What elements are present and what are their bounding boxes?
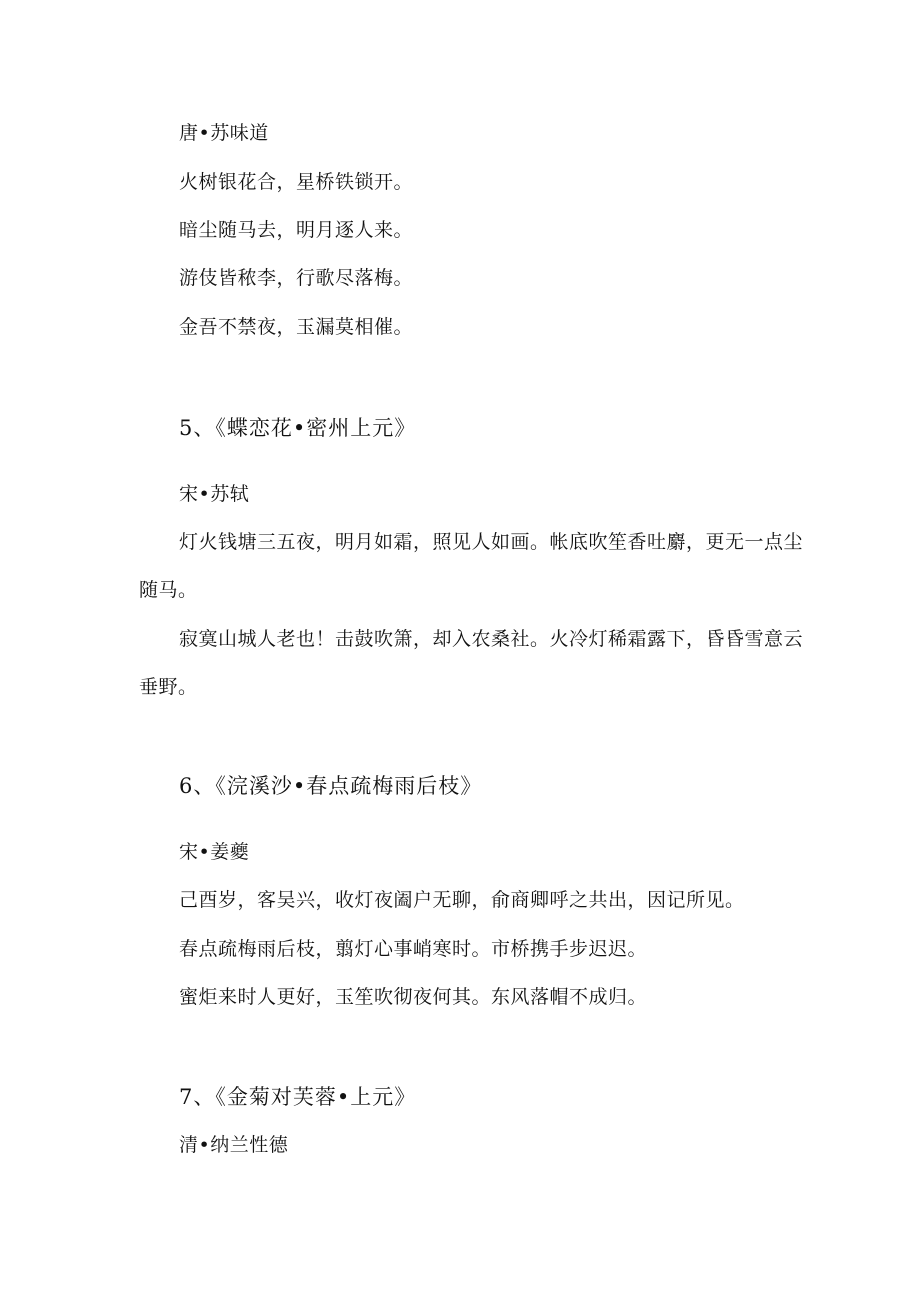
poem6-author: 宋•姜夔: [179, 841, 250, 863]
poem6-line-2: 蜜炬来时人更好，玉笙吹彻夜何其。东风落帽不成归。: [179, 986, 648, 1008]
poem4-line-4: 金吾不禁夜，玉漏莫相催。: [179, 316, 414, 338]
poem5-paragraph-2-line-1: 寂寞山城人老也！击鼓吹箫，却入农桑社。火冷灯稀霜露下，昏昏雪意云: [179, 628, 804, 650]
poem5-paragraph-2-line-2: 垂野。: [139, 676, 198, 698]
poem5-title: 5、《蝶恋花•密州上元》: [179, 416, 417, 440]
poem7-author: 清•纳兰性德: [179, 1134, 289, 1156]
poem4-author: 唐•苏味道: [179, 122, 269, 144]
poem6-title: 6、《浣溪沙•春点疏梅雨后枝》: [179, 774, 483, 798]
poem5-paragraph-1-line-1: 灯火钱塘三五夜，明月如霜，照见人如画。帐底吹笙香吐麝，更无一点尘: [179, 531, 804, 553]
poem5-paragraph-1-line-2: 随马。: [139, 579, 198, 601]
poem5-author: 宋•苏轼: [179, 483, 250, 505]
poem4-line-2: 暗尘随马去，明月逐人来。: [179, 219, 414, 241]
poem4-line-1: 火树银花合，星桥铁锁开。: [179, 171, 414, 193]
poem6-line-1: 春点疏梅雨后枝，翦灯心事峭寒时。市桥携手步迟迟。: [179, 938, 648, 960]
poem7-title: 7、《金菊对芙蓉•上元》: [179, 1085, 417, 1109]
poem6-preface: 己酉岁，客吴兴，收灯夜阖户无聊，俞商卿呼之共出，因记所见。: [179, 889, 745, 911]
poem4-line-3: 游伎皆秾李，行歌尽落梅。: [179, 267, 414, 289]
